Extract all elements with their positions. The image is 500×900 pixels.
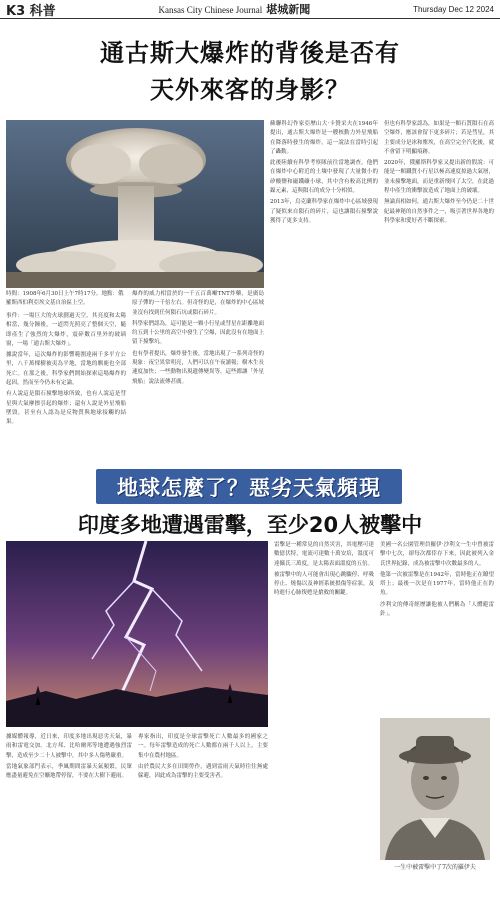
photo-caption: 時間：1908年6月30日上午7時17分。地點：俄羅斯西伯利亞埃文基自治區上空。 xyxy=(6,291,124,306)
paragraph: 2013年，烏克蘭科學家在爆炸中心區域發現了疑似來自隕石的碎片，這也讓隕石撞擊說獲得了更多支持。 xyxy=(270,199,378,224)
banner-text: 地球怎麼了？惡劣天氣頻現 xyxy=(117,475,381,500)
publication-name-en: Kansas City Chinese Journal xyxy=(158,5,263,15)
paragraph: 有人說這是隕石撞擊地球所致，也有人說這是彗星與大氣摩擦引起的爆炸；還有人說是外星飛船墜毀，甚至有人認為是反物質與地球接觸的結果。 xyxy=(6,391,126,426)
paragraph: 他第一次被雷擊是在1942年，當時他正在瞭望塔上；最後一次是在1977年，當時他正在釣魚。 xyxy=(380,571,494,597)
section-label: K3 科普 xyxy=(6,3,56,19)
issue-date: Thursday Dec 12 2024 xyxy=(413,4,494,14)
paragraph: 據媒體報導，近日來，印度多地出現惡劣天氣，暴雨和雷電交加。北方邦、比哈爾邦等地遭遇強烈雷擊，造成至少二十人被擊中，其中多人傷勢嚴重。 xyxy=(6,734,132,759)
article2-column-3 xyxy=(274,541,374,891)
paragraph: 雷擊是一種常見的自然災害，其電壓可達數億伏特，電流可達數十萬安培，溫度可達攝氏三萬度，是太陽表面溫度的五倍。 xyxy=(274,542,374,567)
portrait-photo xyxy=(380,718,490,860)
paragraph: 2020年，俄羅斯科學家又提出新的假說：可能是一顆鐵質小行星以極高速度掠過大氣層，並未撞擊地面，而是重新飛回了太空，在此過程中產生的衝擊波造成了地面上的破壞。 xyxy=(384,160,494,195)
paragraph: 但也有科學家認為，如果是一顆石質隕石在高空爆炸，應該會留下更多碎片；若是彗星，其主要成分是冰和塵埃，在高空完全汽化後，就不會留下明顯痕跡。 xyxy=(384,121,494,155)
article1-column-3 xyxy=(270,120,378,462)
publication-name-zh: 堪城新聞 xyxy=(266,4,311,16)
page-header xyxy=(0,0,500,19)
article2-column-1 xyxy=(6,733,132,893)
paragraph: 無論真相如何，通古斯大爆炸至今仍是二十世紀最神秘的自然事件之一，吸引著世界各地的科學家和愛好者不斷探索。 xyxy=(384,199,494,224)
explosion-cloud-photo xyxy=(6,120,264,288)
article1-column-1 xyxy=(6,312,126,462)
portrait-caption: 一生中被雷擊中了7次的羅伊夫 xyxy=(394,864,476,871)
article2-column-4 xyxy=(380,541,494,713)
article2-subtitle: 印度多地遭遇雷擊，至少20人被擊中 xyxy=(77,513,423,537)
article2-banner xyxy=(96,469,402,504)
paragraph: 沙利文的傳奇經歷讓他被人們稱為「人體避雷針」。 xyxy=(380,601,494,618)
article1-title-line1: 通古斯大爆炸的背後是否有 xyxy=(100,38,400,67)
paragraph: 專家指出，印度是全球雷擊死亡人數最多的國家之一。每年雷擊造成的死亡人數都在兩千人以上，主要集中在農村地區。 xyxy=(138,734,268,759)
article1-column-4 xyxy=(384,120,494,462)
paragraph: 當地氣象部門表示，季風期間雷暴天氣頻繁，民眾應盡量避免在空曠地帶停留，不要在大樹下避雨。 xyxy=(6,763,132,780)
article1-column-2 xyxy=(132,290,264,462)
article2-column-2 xyxy=(138,733,268,893)
paragraph: 此後陸續有科學考察隊前往當地調查，他們在爆炸中心附近的土壤中發現了大量微小的矽酸鹽和磁鐵礦小球，其中含有較高比例的鎳元素，這與隕石的成分十分相似。 xyxy=(270,160,378,195)
paragraph: 據說當年，這次爆炸的影響範圍達兩千多平方公里，八千萬棵樹被夷為平地，當地的馴鹿也全部死亡。在那之後，科學家們開始探索這場爆炸的起因，然而至今仍未有定論。 xyxy=(6,352,126,387)
publication-name xyxy=(158,1,310,17)
article1-title-line2: 天外來客的身影？ xyxy=(150,75,350,104)
paragraph: 被雷擊中的人可能會出現心跳驟停、呼吸停止、燒傷以及神經系統損傷等症狀。及時進行心肺復甦是搶救的關鍵。 xyxy=(274,571,374,597)
paragraph: 蘇聯科幻作家亞歷山大·卡贊采夫在1946年提出，通古斯大爆炸是一艘核動力外星飛船在降落時發生的爆炸。這一說法在當時引起了轟動。 xyxy=(270,121,378,155)
paragraph: 科學家們認為，這可能是一顆小行星或彗星在距離地面約五到十公里的高空中發生了空爆，因此沒有在地面上留下撞擊坑。 xyxy=(132,320,264,346)
lightning-photo xyxy=(6,541,268,727)
paragraph: 由於農民大多在田間勞作，遇到雷雨天氣時往往無處躲避，因此成為雷擊的主要受害者。 xyxy=(138,763,268,780)
paragraph: 事件：一場巨大的火球劃過天空，其亮度和太陽相當，幾分鐘後，一道閃光照亮了整個天空，隨即產生了強烈的大爆炸，震碎數百里外的玻璃窗，一場「通古斯大爆炸」。 xyxy=(6,313,126,347)
paragraph: 也有學者提出，爆炸發生後，當地出現了一系列奇怪的現象：夜空異常明亮，人們可以在午夜讀報；樹木生長速度加快；一些動物出現遺傳變異等。這些都讓「外星飛船」說法流傳甚廣。 xyxy=(132,350,264,385)
paragraph: 美國一名公園管理員羅伊·沙利文一生中曾被雷擊中七次，卻每次都倖存下來，因此被列入金氏世界紀錄，成為被雷擊中次數最多的人。 xyxy=(380,542,494,567)
paragraph: 爆炸的威力相當於約一千五百萬噸TNT炸藥，是廣島原子彈的一千倍左右。但奇怪的是，在爆炸的中心區域並沒有找到任何隕石坑或隕石碎片。 xyxy=(132,291,264,316)
